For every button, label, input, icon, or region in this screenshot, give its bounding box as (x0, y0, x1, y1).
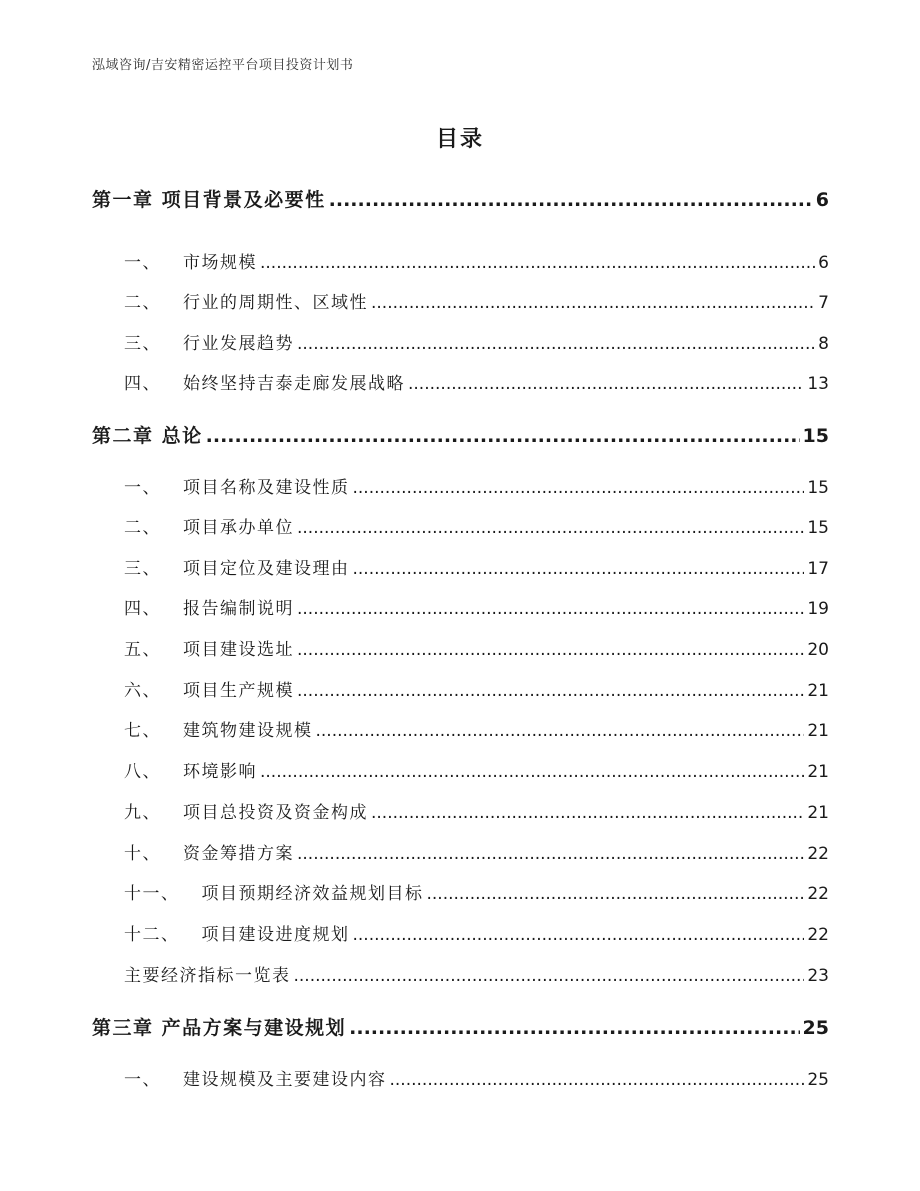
toc-entry-number: 八、 (124, 762, 161, 782)
toc-entry-page: 15 (807, 518, 829, 538)
toc-section-2-3[interactable] (124, 554, 829, 579)
toc-entry-label: 项目承办单位 (183, 518, 294, 538)
toc-entry-label: 项目背景及必要性 (161, 189, 326, 211)
toc-entry-number: 十、 (124, 844, 161, 864)
toc-leader-dots (316, 721, 805, 741)
toc-leader-dots (297, 681, 804, 701)
toc-section-2-12[interactable] (124, 920, 829, 945)
toc-leader-dots (297, 334, 815, 354)
toc-section-2-11[interactable] (124, 879, 829, 904)
toc-entry-number: 九、 (124, 803, 161, 823)
toc-entry-label: 项目预期经济效益规划目标 (201, 884, 424, 904)
toc-section-1-4[interactable] (124, 369, 829, 394)
toc-entry-page: 22 (807, 884, 829, 904)
toc-entry-page: 13 (807, 374, 829, 394)
toc-entry-label: 建筑物建设规模 (183, 721, 313, 741)
toc-section-2-8[interactable] (124, 757, 829, 782)
page-title: 目录 (435, 127, 484, 152)
toc-entry-label: 市场规模 (183, 253, 257, 273)
toc-leader-dots (260, 253, 815, 273)
toc-leader-dots (329, 189, 813, 211)
toc-leader-dots (294, 966, 805, 986)
toc-section-2-1[interactable] (124, 473, 829, 498)
toc-entry-number: 第一章 (92, 189, 154, 211)
toc-entry-number: 一、 (124, 253, 161, 273)
toc-entry-label: 项目总投资及资金构成 (183, 803, 368, 823)
toc-leader-dots (297, 599, 804, 619)
toc-entry-label: 行业的周期性、区域性 (183, 293, 368, 313)
toc-leader-dots (297, 518, 804, 538)
toc-section-2-10[interactable] (124, 839, 829, 864)
toc-leader-dots (371, 803, 804, 823)
toc-entry-number: 第三章 (92, 1017, 154, 1039)
toc-entry-number: 三、 (124, 334, 161, 354)
toc-entry-page: 25 (807, 1070, 829, 1090)
toc-section-3-1[interactable] (124, 1065, 829, 1090)
toc-section-1-2[interactable] (124, 288, 829, 313)
toc-entry-label: 总论 (161, 425, 203, 447)
toc-section-2-table[interactable] (124, 961, 829, 986)
toc-entry-page: 6 (815, 189, 829, 211)
toc-entry-page: 17 (807, 559, 829, 579)
toc-section-2-5[interactable] (124, 635, 829, 660)
toc-leader-dots (297, 844, 804, 864)
toc-leader-dots (353, 478, 805, 498)
toc-entry-page: 25 (802, 1017, 829, 1039)
running-header: 泓域咨询/吉安精密运控平台项目投资计划书 (92, 58, 354, 73)
toc-entry-number: 十二、 (124, 925, 180, 945)
toc-entry-page: 19 (807, 599, 829, 619)
toc-section-2-2[interactable] (124, 513, 829, 538)
toc-leader-dots (260, 762, 804, 782)
toc-entry-label: 主要经济指标一览表 (124, 966, 291, 986)
toc-chapter-1[interactable] (92, 185, 829, 212)
toc-entry-number: 三、 (124, 559, 161, 579)
toc-leader-dots (297, 640, 804, 660)
toc-entry-label: 产品方案与建设规划 (161, 1017, 347, 1039)
toc-leader-dots (206, 425, 800, 447)
toc-entry-page: 22 (807, 925, 829, 945)
toc-section-2-9[interactable] (124, 798, 829, 823)
toc-entry-label: 行业发展趋势 (183, 334, 294, 354)
toc-entry-label: 环境影响 (183, 762, 257, 782)
toc-entry-number: 四、 (124, 599, 161, 619)
toc-chapter-2[interactable] (92, 421, 829, 448)
toc-entry-number: 二、 (124, 518, 161, 538)
toc-entry-number: 一、 (124, 1070, 161, 1090)
toc-entry-page: 15 (807, 478, 829, 498)
toc-entry-page: 21 (807, 721, 829, 741)
toc-entry-page: 21 (807, 762, 829, 782)
toc-section-1-1[interactable] (124, 248, 829, 273)
toc-entry-label: 项目生产规模 (183, 681, 294, 701)
toc-leader-dots (353, 925, 805, 945)
toc-entry-label: 建设规模及主要建设内容 (183, 1070, 387, 1090)
toc-leader-dots (427, 884, 805, 904)
toc-entry-number: 一、 (124, 478, 161, 498)
toc-entry-label: 项目建设选址 (183, 640, 294, 660)
toc-entry-label: 报告编制说明 (183, 599, 294, 619)
toc-entry-label: 项目定位及建设理由 (183, 559, 350, 579)
toc-entry-number: 七、 (124, 721, 161, 741)
toc-leader-dots (408, 374, 804, 394)
toc-entry-number: 十一、 (124, 884, 180, 904)
toc-entry-page: 23 (807, 966, 829, 986)
toc-chapter-3[interactable] (92, 1013, 829, 1040)
toc-entry-label: 项目建设进度规划 (201, 925, 350, 945)
toc-entry-page: 21 (807, 803, 829, 823)
toc-entry-page: 20 (807, 640, 829, 660)
toc-entry-number: 二、 (124, 293, 161, 313)
toc-entry-page: 15 (802, 425, 829, 447)
toc-entry-page: 6 (818, 253, 829, 273)
toc-entry-number: 六、 (124, 681, 161, 701)
toc-section-2-7[interactable] (124, 716, 829, 741)
toc-leader-dots (371, 293, 815, 313)
toc-entry-number: 第二章 (92, 425, 154, 447)
toc-section-2-6[interactable] (124, 676, 829, 701)
toc-entry-label: 项目名称及建设性质 (183, 478, 350, 498)
toc-entry-label: 始终坚持吉泰走廊发展战略 (183, 374, 405, 394)
toc-leader-dots (390, 1070, 805, 1090)
toc-entry-page: 22 (807, 844, 829, 864)
toc-leader-dots (353, 559, 805, 579)
toc-entry-number: 四、 (124, 374, 161, 394)
toc-section-2-4[interactable] (124, 594, 829, 619)
toc-section-1-3[interactable] (124, 329, 829, 354)
toc-entry-page: 8 (818, 334, 829, 354)
toc-entry-page: 7 (818, 293, 829, 313)
toc-entry-label: 资金筹措方案 (183, 844, 294, 864)
toc-entry-number: 五、 (124, 640, 161, 660)
toc-leader-dots (349, 1017, 799, 1039)
toc-entry-page: 21 (807, 681, 829, 701)
